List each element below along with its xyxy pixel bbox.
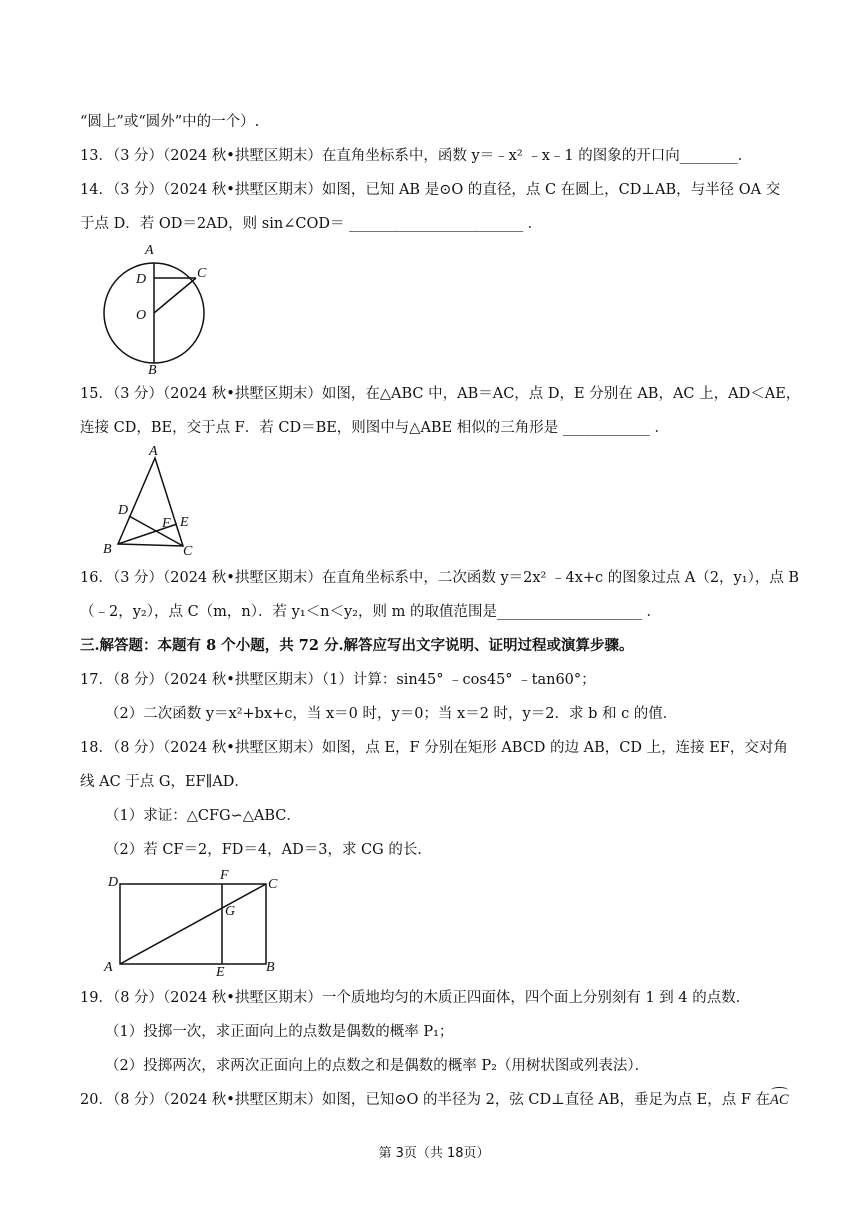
question-19-part2: （2）投掷两次，求两次正面向上的点数之和是偶数的概率 P₂（用树状图或列表法）． bbox=[105, 1058, 650, 1074]
page-footer: 第 3页（共 18页） bbox=[378, 1146, 490, 1161]
question-16-line1: 16．（3 分）（2024 秋•拱墅区期末）在直角坐标系中，二次函数 y＝2x² ﹣4x+c 的图象过点 A（2，y₁），点 B bbox=[80, 570, 800, 586]
question-14-line1: 14．（3 分）（2024 秋•拱墅区期末）如图，已知 AB 是⊙O 的直径，点 C 在圆上，CD⊥AB，与半径 OA 交 bbox=[80, 182, 781, 198]
label-c: C bbox=[268, 877, 278, 892]
label-a: A bbox=[149, 444, 158, 459]
question-17-line2: （2）二次函数 y＝x²+bx+c，当 x＝0 时，y＝0；当 x＝2 时，y＝2．求 b 和 c 的值． bbox=[105, 706, 678, 722]
label-b: B bbox=[148, 363, 157, 375]
label-e: E bbox=[216, 965, 225, 978]
label-a: A bbox=[104, 960, 113, 975]
section-3-heading: 三.解答题：本题有 8 个小题，共 72 分.解答应写出文字说明、证明过程或演算步骤。 bbox=[80, 637, 634, 654]
question-18-line2: 线 AC 于点 G，EF∥AD． bbox=[80, 774, 249, 790]
label-a: A bbox=[145, 243, 154, 258]
arc-ac-label: AC bbox=[770, 1092, 789, 1108]
label-d: D bbox=[136, 272, 147, 287]
text-line-continuation: “圆上”或“圆外”中的一个）. bbox=[80, 114, 260, 130]
question-18-line1: 18．（8 分）（2024 秋•拱墅区期末）如图，点 E，F 分别在矩形 ABCD 的边 AB，CD 上，连接 EF，交对角 bbox=[80, 740, 788, 756]
question-16-line2: （﹣2，y₂），点 C（m，n）．若 y₁＜n＜y₂，则 m 的取值范围是____________________ ． bbox=[80, 604, 662, 620]
diagonal-ac bbox=[120, 884, 266, 964]
arc-mark bbox=[771, 1087, 788, 1093]
label-d: D bbox=[108, 875, 119, 890]
label-f: F bbox=[220, 868, 229, 883]
question-15-line1: 15．（3 分）（2024 秋•拱墅区期末）如图，在△ABC 中，AB＝AC，点 D，E 分别在 AB，AC 上，AD＜AE， bbox=[80, 386, 801, 402]
question-15-line2: 连接 CD，BE，交于点 F．若 CD＝BE，则图中与△ABE 相似的三角形是 ____________ ． bbox=[80, 420, 669, 436]
figure-triangle-q15 bbox=[98, 442, 208, 560]
figure-rectangle-q18 bbox=[100, 866, 285, 978]
segment-oc bbox=[154, 278, 196, 313]
question-17-line1: 17．（8 分）（2024 秋•拱墅区期末）（1）计算：sin45° ﹣cos45° ﹣tan60°； bbox=[80, 672, 596, 688]
label-c: C bbox=[197, 266, 207, 281]
arc-ac bbox=[770, 1090, 789, 1110]
question-14-line2: 于点 D．若 OD＝2AD，则 sin∠COD＝ ________________________ ． bbox=[80, 216, 543, 232]
question-13: 13．（3 分）（2024 秋•拱墅区期末）在直角坐标系中，函数 y＝﹣x² ﹣x﹣1 的图象的开口向________． bbox=[80, 148, 753, 164]
question-20-text: 20．（8 分）（2024 秋•拱墅区期末）如图，已知⊙O 的半径为 2，弦 CD⊥直径 AB，垂足为点 E，点 F 在 bbox=[80, 1092, 770, 1108]
label-b: B bbox=[103, 542, 112, 557]
label-b: B bbox=[266, 960, 275, 975]
question-18-part1: （1）求证：△CFG∽△ABC． bbox=[105, 808, 301, 824]
label-c: C bbox=[183, 544, 193, 559]
question-18-part2: （2）若 CF＝2，FD＝4，AD＝3，求 CG 的长． bbox=[105, 842, 432, 858]
label-d: D bbox=[118, 503, 129, 518]
question-19-line1: 19．（8 分）（2024 秋•拱墅区期末）一个质地均匀的木质正四面体，四个面上分别刻有 1 到 4 的点数． bbox=[80, 990, 751, 1006]
label-f: F bbox=[162, 516, 171, 531]
label-e: E bbox=[180, 515, 189, 530]
question-19-part1: （1）投掷一次，求正面向上的点数是偶数的概率 P₁； bbox=[105, 1024, 454, 1040]
question-20-line1 bbox=[80, 1090, 789, 1110]
figure-circle-q14 bbox=[95, 240, 220, 375]
label-g: G bbox=[225, 904, 236, 919]
label-o: O bbox=[136, 308, 147, 323]
